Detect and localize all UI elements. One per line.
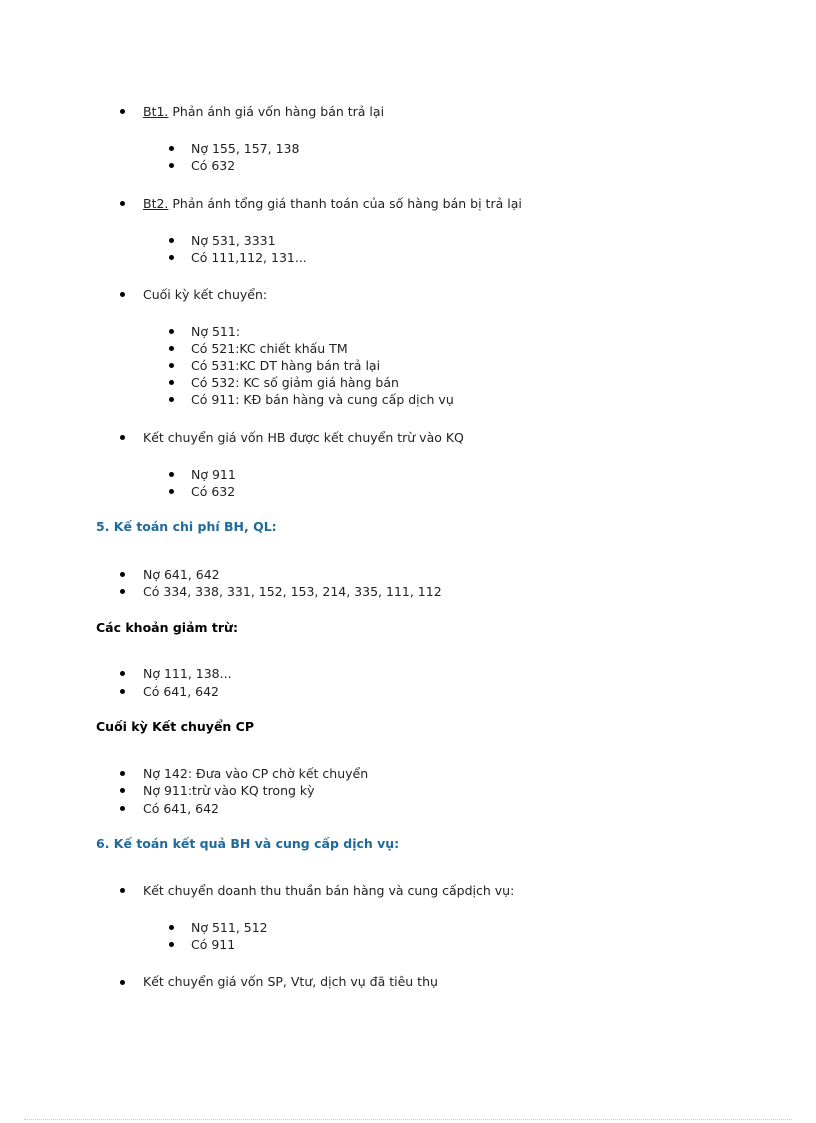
bullet: [120, 771, 125, 776]
list-item: Nợ 531, 3331: [191, 233, 276, 248]
giamtru-heading: Các khoản giảm trừ:: [96, 620, 238, 635]
kcp-heading: Cuối kỳ Kết chuyển CP: [96, 719, 255, 734]
sub-bullet: [169, 238, 174, 243]
bt1-text: Phản ánh giá vốn hàng bán trả lại: [168, 104, 385, 119]
bt1-label: Bt1.: [143, 104, 169, 119]
page-bottom-divider: [24, 1119, 792, 1120]
list-item: Có 641, 642: [143, 684, 220, 699]
bullet: [120, 788, 125, 793]
list-item: Nợ 155, 157, 138: [191, 141, 300, 156]
list-item: Có 632: [191, 484, 236, 499]
sub-bullet: [169, 380, 174, 385]
bt2-line: [143, 195, 522, 212]
sub-bullet: [169, 329, 174, 334]
bullet: [120, 201, 125, 206]
sub-bullet: [169, 942, 174, 947]
ketchuyen-gv-line: Kết chuyển giá vốn HB được kết chuyển trừ vào KQ: [143, 430, 464, 445]
sub-bullet: [169, 925, 174, 930]
kc-dt-line: Kết chuyển doanh thu thuần bán hàng và cung cấpdịch vụ:: [143, 883, 515, 898]
list-item: Nợ 511, 512: [191, 920, 268, 935]
bullet: [120, 806, 125, 811]
sub-bullet: [169, 472, 174, 477]
bullet: [120, 980, 125, 985]
section-6-heading: 6. Kế toán kết quả BH và cung cấp dịch vụ:: [96, 836, 400, 851]
list-item: Nợ 911:trừ vào KQ trong kỳ: [143, 783, 315, 798]
bt2-label: Bt2.: [143, 196, 169, 211]
list-item: Có 521:KC chiết khấu TM: [191, 341, 348, 356]
sub-bullet: [169, 146, 174, 151]
sub-bullet: [169, 397, 174, 402]
sub-bullet: [169, 163, 174, 168]
cuoiky-line: Cuối kỳ kết chuyển:: [143, 287, 268, 302]
sub-bullet: [169, 346, 174, 351]
list-item: Nợ 511:: [191, 324, 241, 339]
list-item: Có 911: KĐ bán hàng và cung cấp dịch vụ: [191, 392, 454, 407]
list-item: Nợ 641, 642: [143, 567, 220, 582]
list-item: Có 334, 338, 331, 152, 153, 214, 335, 111, 112: [143, 584, 442, 599]
list-item: Có 531:KC DT hàng bán trả lại: [191, 358, 381, 373]
bullet: [120, 435, 125, 440]
bullet: [120, 292, 125, 297]
list-item: Nợ 111, 138...: [143, 666, 232, 681]
list-item: Nợ 911: [191, 467, 236, 482]
list-item: Có 111,112, 131...: [191, 250, 307, 265]
bt2-text: Phản ánh tổng giá thanh toán của số hàng bán bị trả lại: [168, 196, 522, 211]
list-item: Có 532: KC số giảm giá hàng bán: [191, 375, 399, 390]
bullet: [120, 671, 125, 676]
bullet: [120, 109, 125, 114]
kc-gv-line: Kết chuyển giá vốn SP, Vtư, dịch vụ đã tiêu thụ: [143, 974, 438, 989]
list-item: Có 911: [191, 937, 236, 952]
bt1-line: [143, 103, 384, 120]
sub-bullet: [169, 363, 174, 368]
list-item: Nợ 142: Đưa vào CP chờ kết chuyển: [143, 766, 369, 781]
sub-bullet: [169, 255, 174, 260]
bullet: [120, 888, 125, 893]
bullet: [120, 689, 125, 694]
list-item: Có 641, 642: [143, 801, 220, 816]
section-5-heading: 5. Kế toán chi phí BH, QL:: [96, 519, 277, 534]
sub-bullet: [169, 489, 174, 494]
bullet: [120, 589, 125, 594]
bullet: [120, 572, 125, 577]
list-item: Có 632: [191, 158, 236, 173]
